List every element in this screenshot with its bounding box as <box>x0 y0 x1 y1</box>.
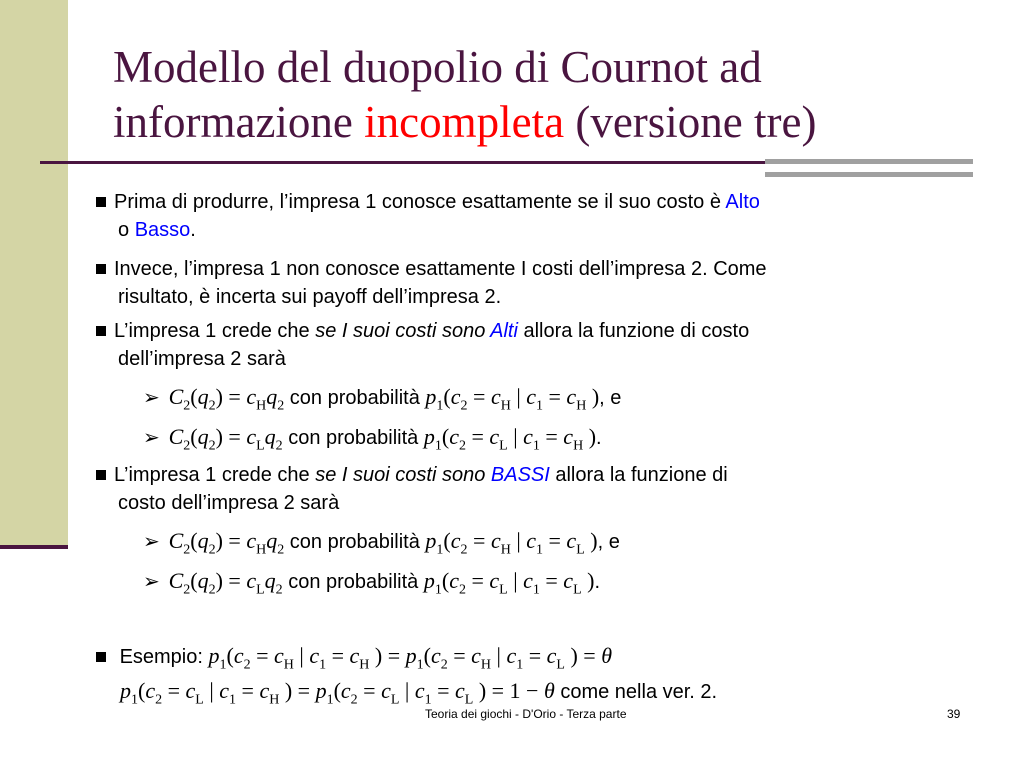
square-bullet-icon <box>96 326 106 336</box>
decorative-side-bar <box>0 0 68 548</box>
arrow-bullet-icon: ➢ <box>143 427 160 449</box>
footer-text: Teoria dei giochi - D'Orio - Terza parte <box>425 707 627 721</box>
page-number: 39 <box>947 707 961 721</box>
arrow-bullet-icon: ➢ <box>143 387 160 409</box>
decorative-gray-bar <box>765 172 973 177</box>
square-bullet-icon <box>96 652 106 662</box>
decorative-side-bar-base <box>0 545 68 549</box>
sub-item-formula: ➢ $C_2(q_2) = c_Hq_2$ con probabilità $p_1(c_2 = c_H$ | $c_1 = c_L$ ), e <box>143 528 620 558</box>
square-bullet-icon <box>96 470 106 480</box>
slide-title: Modello del duopolio di Cournot ad informazione incompleta (versione tre) <box>113 42 817 147</box>
arrow-bullet-icon: ➢ <box>143 531 160 553</box>
arrow-bullet-icon: ➢ <box>143 571 160 593</box>
title-underline <box>40 161 780 164</box>
sub-item-formula: ➢ $C_2(q_2) = c_Lq_2$ con probabilità $p_1(c_2 = c_L$ | $c_1 = c_H$ ). <box>143 424 602 454</box>
sub-item-formula: ➢ $C_2(q_2) = c_Lq_2$ con probabilità $p_1(c_2 = c_L$ | $c_1 = c_L$ ). <box>143 568 601 598</box>
bullet-item: Prima di produrre, l’impresa 1 conosce esattamente se il suo costo è Alto o Basso. <box>96 188 971 244</box>
bullet-item-example: Esempio: $p_1(c_2 = c_H$ | $c_1 = c_H$ ) = $p_1(c_2 = c_H$ | $c_1 = c_L$ ) = θ <box>96 642 971 679</box>
bullet-item: L’impresa 1 crede che se I suoi costi sono BASSI allora la funzione di costo dell’impresa 2 sarà <box>96 461 971 517</box>
bullet-item: L’impresa 1 crede che se I suoi costi sono Alti allora la funzione di costo dell’impresa 2 sarà <box>96 317 971 373</box>
sub-item-formula: ➢ $C_2(q_2) = c_Hq_2$ con probabilità $p_1(c_2 = c_H$ | $c_1 = c_H$ ), e <box>143 384 622 414</box>
example-second-line: $p_1(c_2 = c_L$ | $c_1 = c_H$ ) = $p_1(c_2 = c_L$ | $c_1 = c_L$ ) = 1 − θ come nella ver. 2. <box>120 678 718 708</box>
bullet-item: Invece, l’impresa 1 non conosce esattamente I costi dell’impresa 2. Come risultato, è incerta sui payoff dell’impresa 2. <box>96 255 971 311</box>
square-bullet-icon <box>96 264 106 274</box>
decorative-gray-bar <box>765 159 973 164</box>
title-emphasis: incompleta <box>364 97 565 147</box>
square-bullet-icon <box>96 197 106 207</box>
